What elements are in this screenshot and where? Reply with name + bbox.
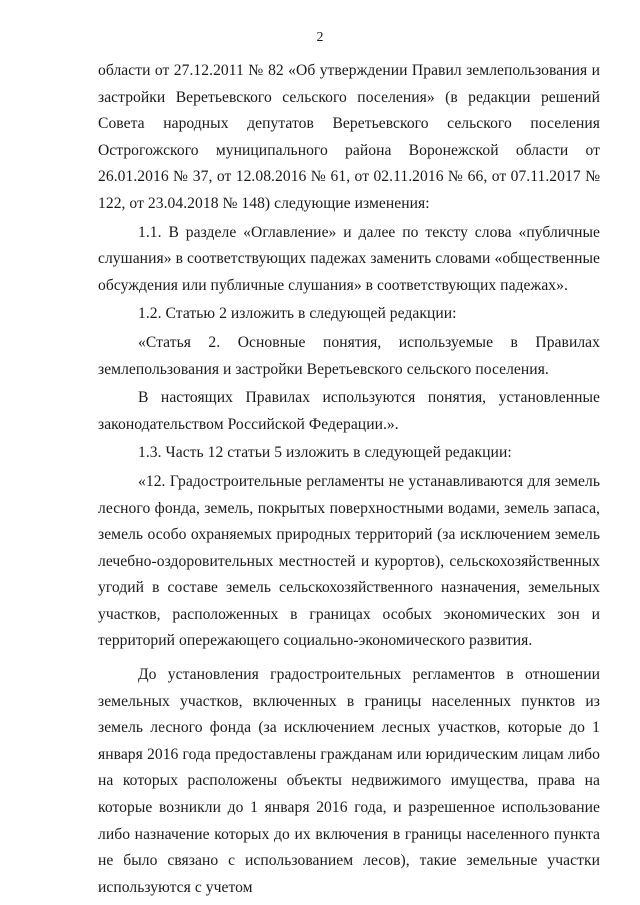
page-number: 2: [316, 30, 324, 45]
paragraph-item-1-3: 1.3. Часть 12 статьи 5 изложить в следующей редакции:: [138, 444, 512, 462]
paragraph-item-1-1: 1.1. В разделе «Оглавление» и далее по тексту слова «публичные слушания» в соответствующих падежах заменить словами «общественные обсуждения или публичные слушания» в соответствующих падежах».: [98, 223, 600, 294]
paragraph-article-2-text: В настоящих Правилах используются понятия, установленные законодательством Российской Федерации.».: [98, 389, 600, 433]
paragraph-part-12: «12. Градостроительные регламенты не устанавливаются для земель лесного фонда, земель, покрытых поверхностными водами, земель запаса, земель особо охраняемых природных территорий (за исключением земель лечебно-оздоровительных местностей и курортов), сельскохозяйственных угодий в составе земель сельскохозяйственного назначения, земельных участков, расположенных в границах особых экономических зон и территорий опережающего социально-экономического развития.: [98, 472, 600, 650]
paragraph-intro-continuation: области от 27.12.2011 № 82 «Об утверждении Правил землепользования и застройки Веретьевского сельского поселения» (в редакции решений Совета народных депутатов Веретьевского сельского поселения Острогожского муниципального района Воронежской области от 26.01.2016 № 37, от 12.08.2016 № 61, от 02.11.2016 № 66, от 07.11.2017 № 122, от 23.04.2018 № 148) следующие изменения:: [98, 62, 600, 212]
paragraph-item-1-2: 1.2. Статью 2 изложить в следующей редакции:: [138, 305, 457, 323]
paragraph-before-regulations: До установления градостроительных регламентов в отношении земельных участков, включенных в границы населенных пунктов из земель лесного фонда (за исключением лесных участков, которые до 1 января 2016 года предоставлены гражданам или юридическим лицам либо на которых расположены объекты недвижимого имущества, права на которые возникли до 1 января 2016 года, и разрешенное использование либо назначение которых до их включения в границы населенного пункта не было связано с использованием лесов), такие земельные участки используются с учетом: [98, 666, 600, 896]
paragraph-article-2-title: «Статья 2. Основные понятия, используемые в Правилах землепользования и застройки Веретьевского сельского поселения.: [98, 333, 600, 378]
document-body: [98, 58, 600, 901]
